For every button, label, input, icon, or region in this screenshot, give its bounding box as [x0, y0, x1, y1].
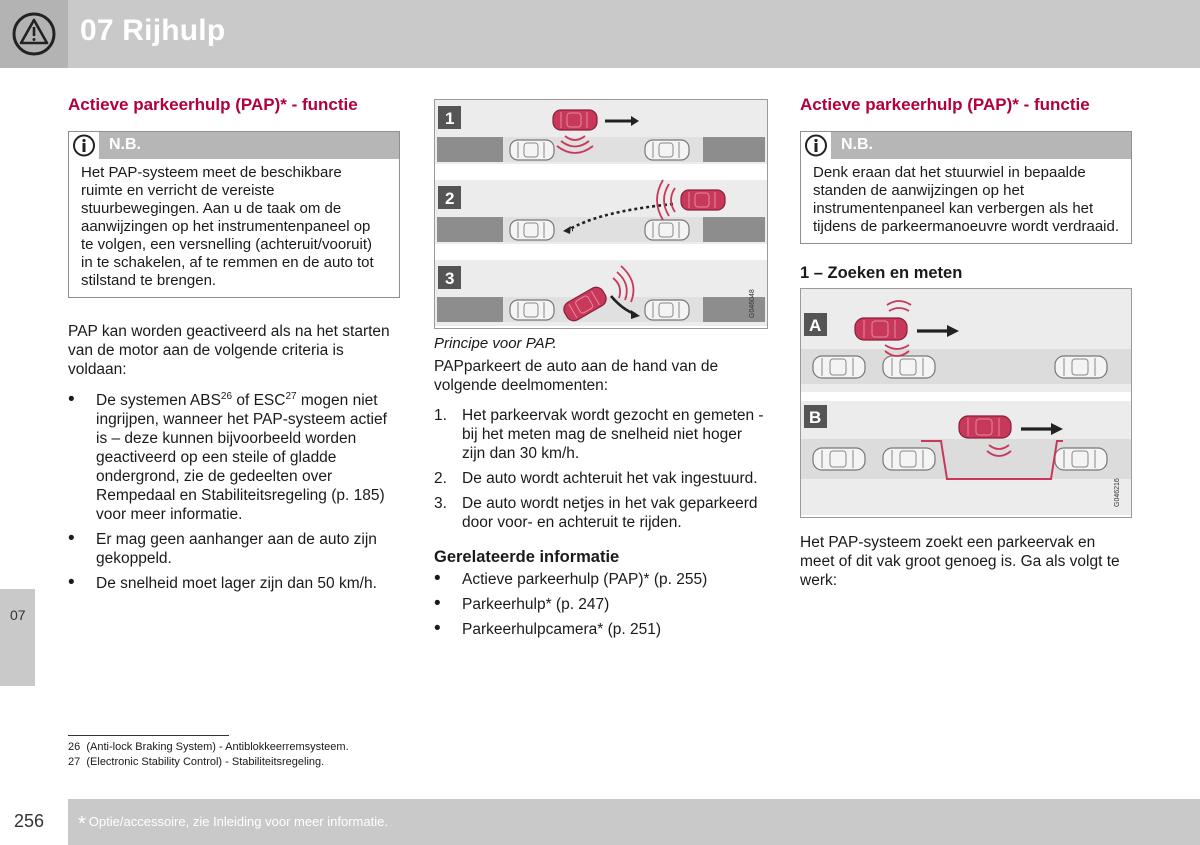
- middle-column: [434, 99, 768, 645]
- warning-triangle-icon: [0, 0, 68, 68]
- side-tab-label: 07: [10, 607, 26, 623]
- pap-principle-figure: [434, 99, 768, 329]
- warning-icon-box: [0, 0, 68, 68]
- related-link[interactable]: • Parkeerhulp* (p. 247): [434, 595, 768, 614]
- note-box-right: [800, 131, 1132, 244]
- related-heading: Gerelateerde informatie: [434, 548, 620, 566]
- list-item: • Er mag geen aanhanger aan de auto zijn gekoppeld.: [68, 530, 400, 568]
- info-icon: [801, 132, 831, 159]
- steps-list: [434, 406, 768, 532]
- footnote-27: 27 (Electronic Stability Control) - Stabiliteitsregeling.: [68, 756, 325, 768]
- list-item: 2. De auto wordt achteruit het vak ingestuurd.: [434, 470, 758, 487]
- subheading-search-measure: 1 – Zoeken en meten: [800, 264, 963, 282]
- page-number: 256: [14, 811, 45, 831]
- section-heading-right: Actieve parkeerhulp (PAP)* - functie: [800, 95, 1090, 114]
- search-measure-text: Het PAP-systeem zoekt een parkeervak en meet of dit vak groot genoeg is. Ga als volgt te werk:: [800, 534, 1120, 589]
- list-item: 1. Het parkeervak wordt gezocht en gemeten - bij het meten mag de snelheid niet hoger zijn dan 30 km/h.: [434, 407, 764, 462]
- list-item: 3. De auto wordt netjes in het vak geparkeerd door voor- en achteruit te rijden.: [434, 495, 758, 531]
- note-text: Denk eraan dat het stuurwiel in bepaalde standen de aanwijzingen op het instrumentenpaneel kan verbergen als het tijdens de parkeermanoeuvre wordt verdraaid.: [813, 164, 1119, 235]
- left-column: [68, 95, 400, 599]
- note-label: N.B.: [841, 136, 873, 153]
- search-measure-figure: [800, 288, 1132, 518]
- note-label: N.B.: [109, 136, 141, 153]
- related-list: [434, 570, 768, 639]
- figure-caption: Principe voor PAP.: [434, 335, 557, 352]
- footnote-divider: [68, 735, 229, 736]
- criteria-list: [68, 391, 400, 593]
- list-item: • De snelheid moet lager zijn dan 50 km/h.: [68, 574, 400, 593]
- note-text: Het PAP-systeem meet de beschikbare ruimte en verricht de vereiste stuurbewegingen. Aan u de taak om de aanwijzingen op het instrumentenpaneel op te volgen, een versnelling (achteruit/vooruit) in te schakelen, af te remmen en de auto tot stilstand te brengen.: [81, 164, 374, 289]
- footnote-26: 26 (Anti-lock Braking System) - Antiblokkeerremsysteem.: [68, 741, 349, 753]
- panel-label-2: 2: [445, 189, 455, 208]
- note-header: [69, 132, 399, 159]
- right-column: [800, 95, 1132, 590]
- note-box-left: [68, 131, 400, 298]
- info-icon-box: [801, 132, 831, 159]
- chapter-side-tab[interactable]: [0, 589, 35, 686]
- info-icon: [69, 132, 99, 159]
- note-header: [801, 132, 1131, 159]
- panel-label-1: 1: [445, 109, 455, 128]
- info-icon-box: [69, 132, 99, 159]
- asterisk: *: [78, 813, 86, 835]
- panel-label-a: A: [809, 316, 822, 335]
- footer-note: * Optie/accessoire, zie Inleiding voor meer informatie.: [78, 813, 388, 835]
- section-heading-left: Actieve parkeerhulp (PAP)* - functie: [68, 95, 358, 114]
- page-number-box: [0, 799, 68, 845]
- chapter-title: 07 Rijhulp: [80, 14, 226, 47]
- chapter-header: [0, 0, 1200, 68]
- figure-code: G046216: [1114, 478, 1121, 507]
- panel-label-b: B: [809, 408, 822, 427]
- figure-code: G046048: [749, 289, 756, 318]
- panel-label-3: 3: [445, 269, 455, 288]
- page-footer: [0, 799, 1200, 845]
- related-link[interactable]: • Actieve parkeerhulp (PAP)* (p. 255): [434, 570, 768, 589]
- intro-paragraph: PAP kan worden geactiveerd als na het starten van de motor aan de volgende criteria is voldaan:: [68, 323, 390, 378]
- search-measure-illustration: [801, 289, 1131, 515]
- list-item: • De systemen ABS$^{26}$ of ESC$^{27}$ mogen niet ingrijpen, wanneer het PAP-systeem actief is – deze kunnen bijvoorbeeld worden geactiveerd op een steile of gladde ondergrond, zie de gedeelten over Rempedaal en Stabiliteitsregeling (p. 185) voor meer informatie.: [68, 391, 400, 524]
- steps-intro: PAPparkeert de auto aan de hand van de volgende deelmomenten:: [434, 358, 719, 394]
- related-link[interactable]: • Parkeerhulpcamera* (p. 251): [434, 620, 768, 639]
- pap-principle-illustration: [435, 100, 767, 326]
